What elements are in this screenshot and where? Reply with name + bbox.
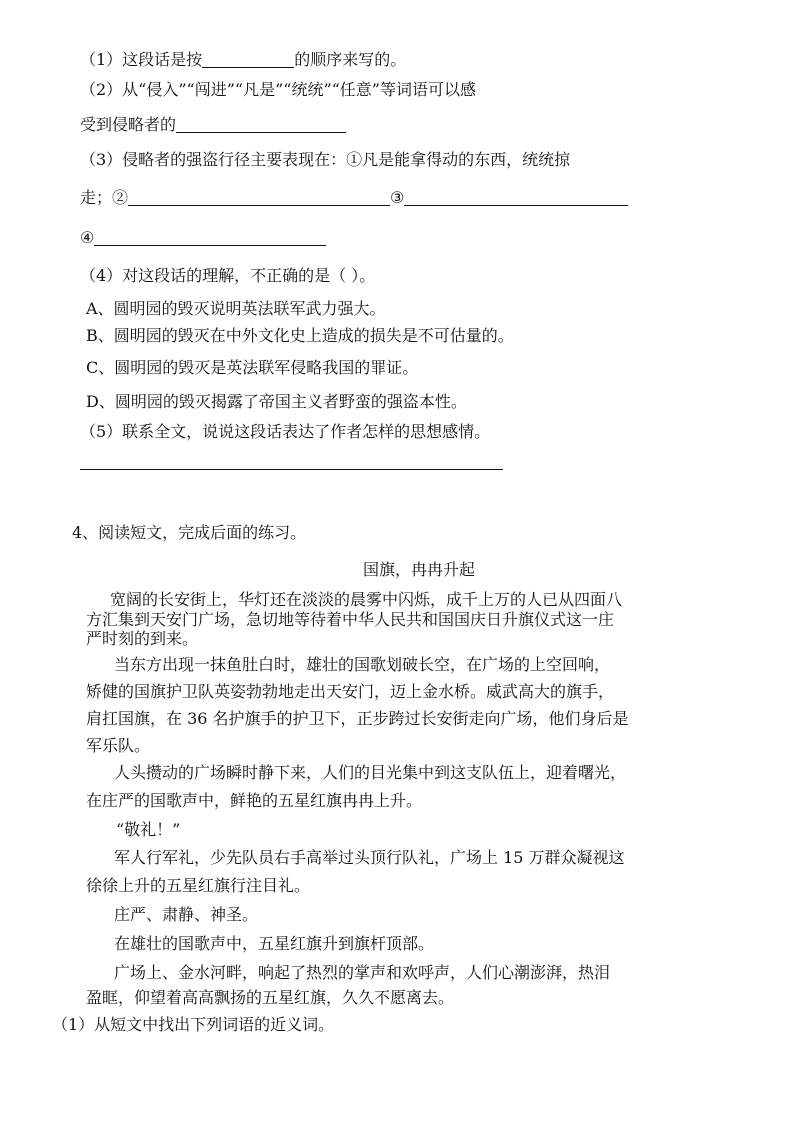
passage-line: 方汇集到天安门广场，急切地等待着中华人民共和国国庆日升旗仪式这一庄 [86,610,615,629]
q2-text-before: 受到侵略者的 [80,115,177,134]
passage-line: 在庄严的国歌声中，鲜艳的五星红旗冉冉上升。 [86,791,423,810]
q4-option-d[interactable]: D、圆明园的毁灭揭露了帝国主义者野蛮的强盗本性。 [86,392,467,411]
sub-question-1: （1）从短文中找出下列词语的近义词。 [52,1015,335,1034]
passage-line: 广场上、金水河畔，响起了热烈的掌声和欢呼声，人们心潮澎湃，热泪 [114,963,611,982]
passage-line: 矫健的国旗护卫队英姿勃勃地走出天安门，迈上金水桥。威武高大的旗手， [86,682,615,701]
q4-stem: （4）对这段话的理解，不正确的是（ ）。 [80,266,376,285]
passage-line: 肩扛国旗，在 36 名护旗手的护卫下，正步跨过长安街走向广场，他们身后是 [86,709,629,728]
q1-answer-blank[interactable] [202,51,294,68]
q3-answer-blank-4[interactable] [94,229,326,246]
q3-answer-blank-3[interactable] [404,189,628,206]
passage-line: 军人行军礼，少先队员右手高举过头顶行队礼，广场上 15 万群众凝视这 [114,848,625,867]
q3-answer-blank-2[interactable] [128,189,390,206]
passage-line: 严时刻的到来。 [86,629,199,648]
q2-line1: （2）从“侵入”“闯进”“凡是”“统统”“任意”等词语可以感 [80,80,476,99]
q1-text-before: （1）这段话是按 [80,50,203,69]
passage-line: 人头攒动的广场瞬时静下来，人们的目光集中到这支队伍上，迎着曙光， [114,763,627,782]
q2-answer-blank[interactable] [176,116,346,133]
q4-option-c[interactable]: C、圆明园的毁灭是英法联军侵略我国的罪证。 [86,358,419,377]
q3-line1: （3）侵略者的强盗行径主要表现在：①凡是能拿得动的东西，统统掠 [80,150,571,169]
passage-line: 当东方出现一抹鱼肚白时，雄壮的国歌划破长空，在广场的上空回响， [114,655,611,674]
passage-line: 庄严、肃静、神圣。 [114,905,259,924]
q4-option-a[interactable]: A、圆明园的毁灭说明英法联军武力强大。 [86,299,386,318]
passage-line: 宽阔的长安街上，华灯还在淡淡的晨雾中闪烁，成千上万的人已从四面八 [110,590,623,609]
passage-line: 徐徐上升的五星红旗行注目礼。 [86,876,311,895]
q3-line2 [80,188,628,208]
passage-title: 国旗，冉冉升起 [363,560,476,579]
q5-answer-line[interactable] [80,469,503,470]
passage-line: “敬礼！” [116,820,181,839]
q1-line [80,50,406,70]
passage-line: 在雄壮的国歌声中，五星红旗升到旗杆顶部。 [114,934,435,953]
q4-option-b[interactable]: B、圆明园的毁灭在中外文化史上造成的损失是不可估量的。 [86,326,514,345]
q3-marker-2: 走；② [80,188,129,207]
passage-line: 军乐队。 [86,736,151,755]
q5-stem: （5）联系全文，说说这段话表达了作者怎样的思想感情。 [80,422,491,441]
q3-line3 [80,228,326,248]
q2-line2 [80,115,346,135]
passage-line: 盈眶，仰望着高高飘扬的五星红旗，久久不愿离去。 [86,988,455,1007]
section4-heading: 4、阅读短文，完成后面的练习。 [72,523,307,542]
q3-marker-3: ③ [390,188,405,207]
q3-marker-4: ④ [80,228,95,247]
q1-text-after: 的顺序来写的。 [294,50,407,69]
